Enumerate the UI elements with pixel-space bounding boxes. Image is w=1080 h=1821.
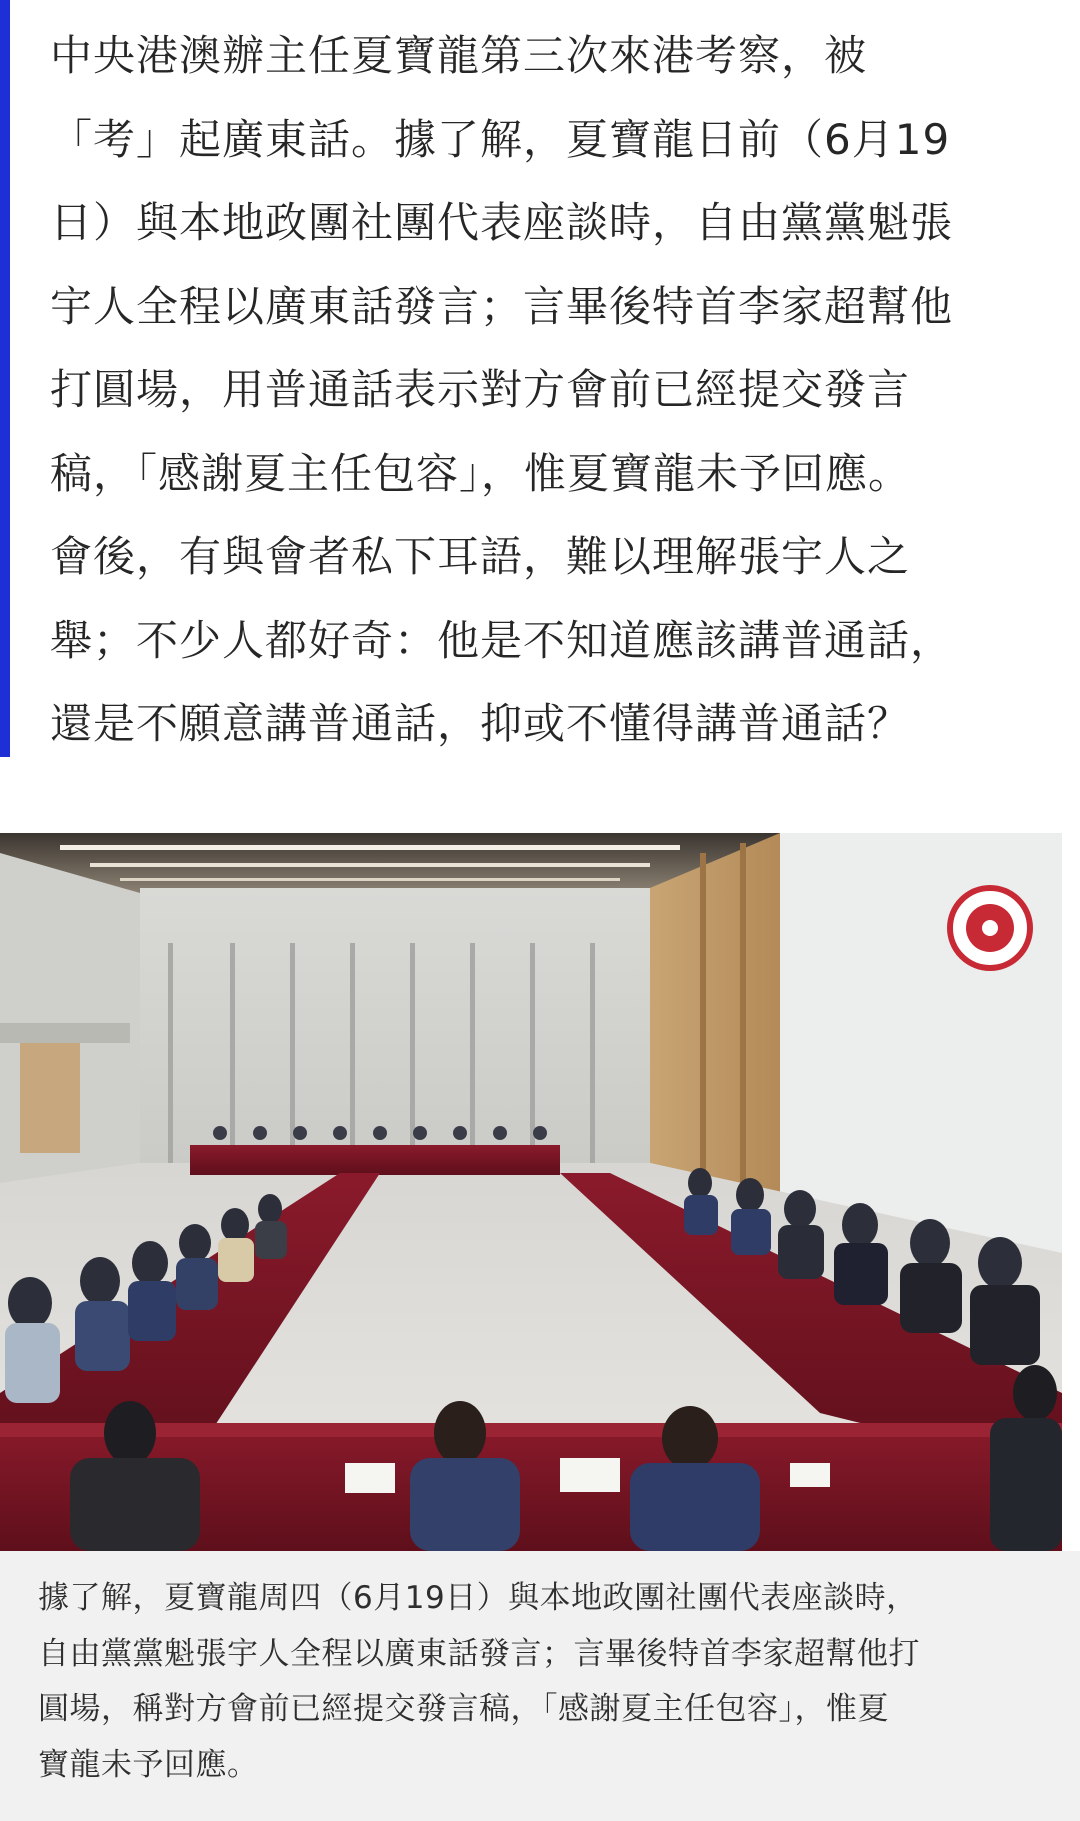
article-block <box>0 0 1080 757</box>
meeting-room-photo[interactable] <box>0 833 1062 1551</box>
caption-line: 自由黨黨魁張宇人全程以廣東話發言；言畢後特首李家超幫他打 <box>38 1635 920 1672</box>
paragraph-line: 稿，「感謝夏主任包容」，惟夏寶龍未予回應。 <box>50 448 912 498</box>
paragraph-line: 中央港澳辦主任夏寶龍第三次來港考察，被 <box>50 31 868 80</box>
caption-line: 圓場，稱對方會前已經提交發言稿，「感謝夏主任包容」，惟夏 <box>38 1691 889 1727</box>
paragraph-line: 舉；不少人都好奇：他是不知道應該講普通話， <box>50 615 954 665</box>
paragraph-line: 「考」起廣東話。據了解，夏寶龍日前（6月19 <box>50 114 951 164</box>
paragraph-line: 會後，有與會者私下耳語，難以理解張宇人之 <box>50 532 911 581</box>
paragraph-line: 日）與本地政團社團代表座談時，自由黨黨魁張 <box>50 198 954 247</box>
paragraph-line: 還是不願意講普通話，抑或不懂得講普通話？ <box>50 699 911 748</box>
article-paragraph <box>50 14 1040 766</box>
photo-caption <box>0 1551 1080 1821</box>
caption-line: 據了解，夏寶龍周四（6月19日）與本地政團社團代表座談時， <box>38 1580 918 1616</box>
quote-accent-bar <box>0 0 10 757</box>
meeting-room-illustration <box>0 833 1062 1551</box>
paragraph-line: 打圓場，用普通話表示對方會前已經提交發言 <box>50 365 911 414</box>
caption-line: 寶龍未予回應。 <box>38 1746 259 1783</box>
paragraph-line: 宇人全程以廣東話發言；言畢後特首李家超幫他 <box>50 281 954 331</box>
caption-text <box>38 1571 1058 1793</box>
